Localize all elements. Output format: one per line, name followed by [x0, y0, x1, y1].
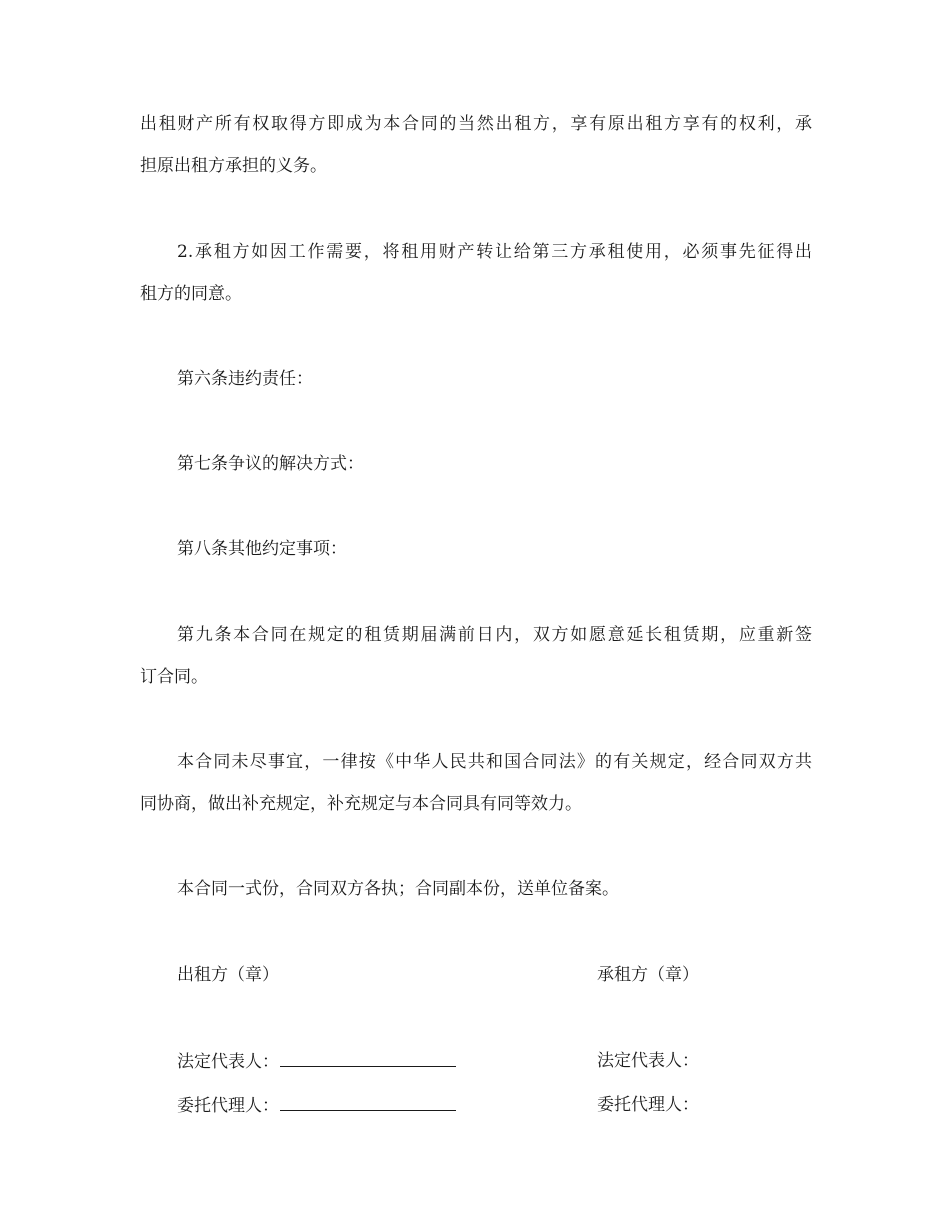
copies-clause: 本合同一式份，合同双方各执；合同副本份，送单位备案。: [177, 879, 619, 899]
lessor-representative-blank[interactable]: [280, 1050, 456, 1067]
lessee-agent-label: 委托代理人：: [597, 1095, 699, 1115]
article-7-heading: 第七条争议的解决方式：: [177, 454, 364, 474]
article-9-line-1: 第九条本合同在规定的租赁期届满前日内，双方如愿意延长租赁期，应重新签: [177, 625, 812, 645]
supplement-line-2: 同协商，做出补充规定，补充规定与本合同具有同等效力。: [140, 794, 582, 814]
lessor-agent-row: [177, 1094, 456, 1117]
lessee-seal-label: 承租方（章）: [597, 965, 699, 985]
article-6-heading: 第六条违约责任：: [177, 369, 313, 389]
lessor-representative-row: [177, 1050, 456, 1073]
paragraph-transfer-line-2: 担原出租方承担的义务。: [140, 156, 327, 176]
lessor-representative-label: 法定代表人：: [177, 1052, 279, 1072]
paragraph-sublease-line-2: 租方的同意。: [140, 284, 242, 304]
paragraph-sublease-line-1: 2.承租方如因工作需要，将租用财产转让给第三方承租使用，必须事先征得出: [177, 242, 812, 262]
lessor-agent-blank[interactable]: [280, 1094, 456, 1111]
article-9-line-2: 订合同。: [140, 667, 208, 687]
supplement-line-1: 本合同未尽事宜，一律按《中华人民共和国合同法》的有关规定，经合同双方共: [177, 752, 812, 772]
article-8-heading: 第八条其他约定事项：: [177, 539, 347, 559]
lessee-representative-label: 法定代表人：: [597, 1051, 699, 1071]
lessor-seal-label: 出租方（章）: [177, 965, 279, 985]
lessor-agent-label: 委托代理人：: [177, 1096, 279, 1116]
paragraph-transfer-line-1: 出租财产所有权取得方即成为本合同的当然出租方，享有原出租方享有的权利，承: [140, 114, 812, 134]
